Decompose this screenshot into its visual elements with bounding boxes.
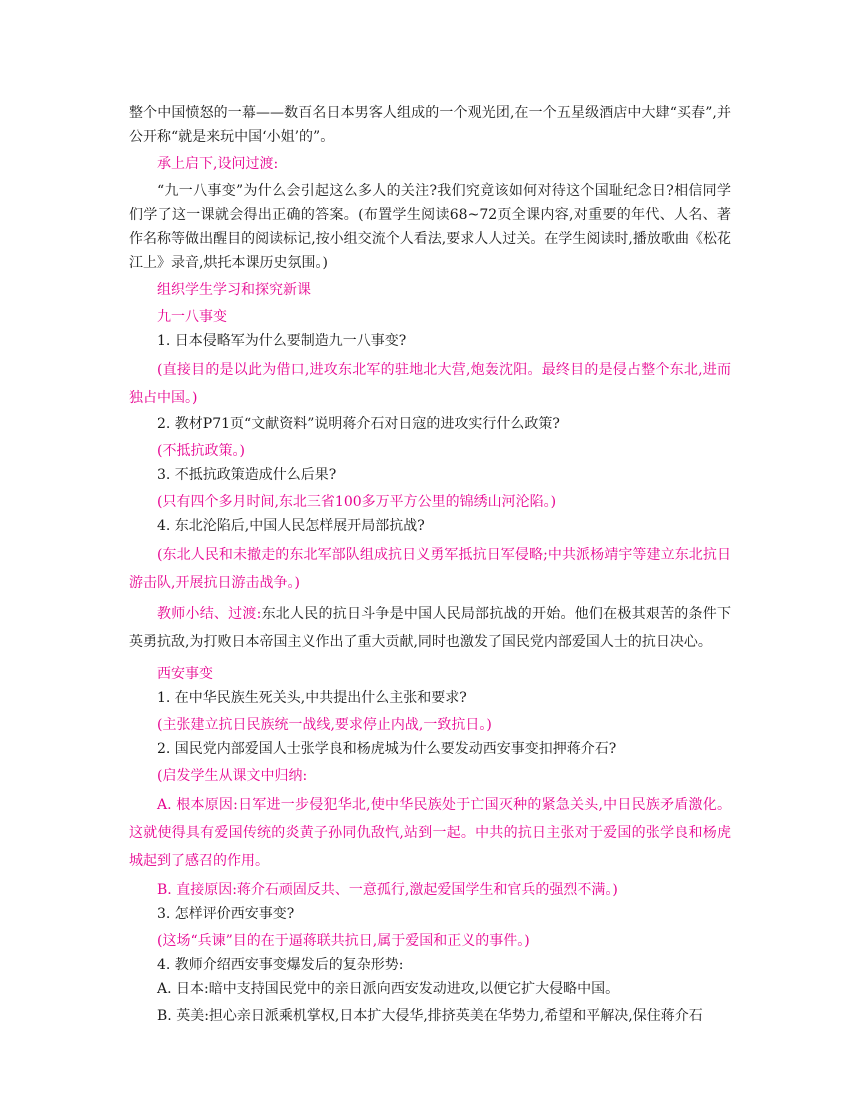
teacher-summary-text: 东北人民的抗日斗争是中国人民局部抗战的开始。他们在极其艰苦的条件下英勇抗敌,为打败日本帝国主义作出了重大贡献,同时也激发了国民党内部爱国人士的抗日决心。 (129, 606, 731, 650)
xian-question-1: 1. 在中华民族生死关头,中共提出什么主张和要求? (157, 690, 467, 706)
subsection-heading-918: 九一八事变 (157, 309, 227, 325)
question-3: 3. 不抵抗政策造成什么后果? (157, 467, 337, 483)
question-2: 2. 教材P71页“文献资料”说明蒋介石对日寇的进攻实行什么政策? (157, 416, 560, 432)
answer-3: (只有四个多月时间,东北三省100多万平方公里的锦绣山河沦陷。) (157, 494, 557, 510)
transition-paragraph: “九一八事变”为什么会引起这么多人的关注?我们究竟该如何对待这个国耻纪念日?相信同学们学了这一课就会得出正确的答案。(布置学生阅读68~72页全课内容,对重要的年代、人名、著作名称等做出醒目的阅读标记,按小组交流个人看法,要求人人过关。在学生阅读时,播放歌曲《松花江上》录音,烘托本课历史氛围。) (129, 183, 731, 271)
xian-answer-2-direct-cause: B. 直接原因:蒋介石顽固反共、一意孤行,激起爱国学生和官兵的强烈不满。) (157, 882, 618, 898)
answer-4: (东北人民和未撤走的东北军部队组成抗日义勇军抵抗日军侵略;中共派杨靖宇等建立东北抗日游击队,开展抗日游击战争。) (129, 547, 731, 591)
xian-question-3: 3. 怎样评价西安事变? (157, 906, 295, 922)
xian-answer-2-root-cause: A. 根本原因:日军进一步侵犯华北,使中华民族处于亡国灭种的紧急关头,中日民族矛盾激化。这就使得具有爱国传统的炎黄子孙同仇敌忾,站到一起。中共的抗日主张对于爱国的张学良和杨虎城起到了感召的作用。 (129, 797, 731, 869)
xian-answer-2-intro: (启发学生从课文中归纳: (157, 768, 308, 784)
question-1: 1. 日本侵略军为什么要制造九一八事变? (157, 333, 407, 349)
answer-2: (不抵抗政策。) (157, 443, 245, 459)
xian-question-4: 4. 教师介绍西安事变爆发后的复杂形势: (157, 957, 404, 973)
subsection-heading-xian: 西安事变 (157, 666, 213, 682)
teacher-summary-label: 教师小结、过渡: (157, 606, 262, 622)
section-heading-new-lesson: 组织学生学习和探究新课 (157, 282, 311, 298)
intro-paragraph: 整个中国愤怒的一幕——数百名日本男客人组成的一个观光团,在一个五星级酒店中大肆“买春”,并公开称“就是来玩中国‘小姐’的”。 (129, 105, 731, 145)
transition-heading: 承上启下,设问过渡: (157, 156, 279, 172)
xian-situation-uk-us: B. 英美:担心亲日派乘机掌权,日本扩大侵华,排挤英美在华势力,希望和平解决,保住蒋介石 (157, 1008, 703, 1024)
answer-1: (直接目的是以此为借口,进攻东北军的驻地北大营,炮轰沈阳。最终目的是侵占整个东北,进而独占中国。) (129, 362, 731, 406)
teacher-summary (129, 600, 731, 656)
xian-question-2: 2. 国民党内部爱国人士张学良和杨虎城为什么要发动西安事变扣押蒋介石? (157, 741, 617, 757)
xian-situation-japan: A. 日本:暗中支持国民党中的亲日派向西安发动进攻,以便它扩大侵略中国。 (157, 981, 620, 997)
xian-answer-1: (主张建立抗日民族统一战线,要求停止内战,一致抗日。) (157, 717, 492, 733)
document-page (129, 101, 731, 1028)
xian-answer-3: (这场“兵谏”目的在于逼蒋联共抗日,属于爱国和正义的事件。) (157, 933, 530, 949)
question-4: 4. 东北沦陷后,中国人民怎样展开局部抗战? (157, 518, 425, 534)
